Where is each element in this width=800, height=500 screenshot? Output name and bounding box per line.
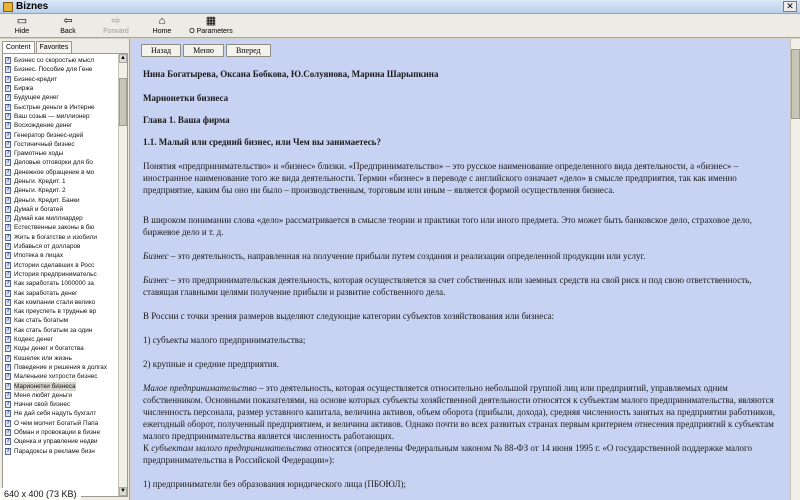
help-topic-icon: ? bbox=[6, 270, 10, 277]
content-pane bbox=[131, 39, 800, 500]
tree-item[interactable] bbox=[5, 363, 118, 372]
tree-item-label: Начни свой бизнес bbox=[14, 401, 71, 409]
tree-item[interactable] bbox=[5, 335, 118, 344]
help-topic-icon: ? bbox=[6, 410, 10, 417]
forward-arrow-icon: ⇨ bbox=[111, 15, 121, 27]
tree-item-label: Биржа bbox=[14, 85, 34, 93]
tree-scrollbar[interactable] bbox=[118, 54, 127, 496]
tree-item[interactable] bbox=[5, 298, 118, 307]
tree-item[interactable] bbox=[5, 223, 118, 232]
scroll-down-icon[interactable]: ▼ bbox=[120, 488, 126, 494]
tree-item-label: Как преуспеть в трудные вр bbox=[14, 308, 97, 316]
tree-item[interactable] bbox=[5, 214, 118, 223]
help-topic-icon: ? bbox=[6, 103, 10, 110]
help-topic-icon: ? bbox=[6, 382, 10, 389]
contents-tree bbox=[2, 53, 128, 497]
tree-item-label: Ваш созыв — миллионер bbox=[14, 112, 90, 120]
app-icon bbox=[3, 2, 13, 12]
tab-favorites[interactable]: Favorites bbox=[36, 41, 73, 53]
tree-item-label: Меня любят деньги bbox=[14, 391, 72, 399]
help-topic-icon: ? bbox=[6, 373, 10, 380]
home-button[interactable]: ⌂ Home bbox=[142, 15, 182, 37]
tree-item[interactable] bbox=[5, 93, 118, 102]
help-topic-icon: ? bbox=[6, 187, 10, 194]
tree-item-label: Будущее денег bbox=[14, 94, 59, 102]
help-topic-icon: ? bbox=[6, 57, 10, 64]
forward-button[interactable]: ⇨ Forward bbox=[96, 15, 136, 37]
tree-item-label: Генератор бизнес-идей bbox=[14, 131, 84, 139]
tree-item-label: Восхождение денег bbox=[14, 122, 73, 130]
tree-item[interactable] bbox=[5, 140, 118, 149]
paragraph-4-text: – это предпринимательская деятельность, которая осуществляется за счет собственных или заемных средств на свой риск и под свою ответственность, ставящая главными целями получение прибыли и развитие собственного дела. bbox=[143, 275, 752, 297]
paragraph-4 bbox=[143, 274, 783, 298]
help-topic-icon: ? bbox=[6, 150, 10, 157]
help-topic-icon: ? bbox=[6, 168, 10, 175]
help-topic-icon: ? bbox=[6, 345, 10, 352]
help-topic-icon: ? bbox=[6, 363, 10, 370]
help-topic-icon: ? bbox=[6, 66, 10, 73]
tree-item-label: Естественные законы в бю bbox=[14, 224, 95, 232]
tree-item[interactable] bbox=[5, 112, 118, 121]
help-topic-icon: ? bbox=[6, 252, 10, 259]
menu-link-button[interactable]: Меню bbox=[183, 44, 224, 57]
tree-item-label: Думай как миллиардер bbox=[14, 215, 83, 223]
help-topic-icon: ? bbox=[6, 354, 10, 361]
tree-item-label: Как заработать 1000000 за bbox=[14, 280, 94, 288]
back-arrow-icon: ⇦ bbox=[63, 15, 73, 27]
book-title: Марионетки бизнеса bbox=[143, 93, 229, 103]
home-icon: ⌂ bbox=[158, 15, 166, 27]
tree-item[interactable] bbox=[5, 121, 118, 130]
help-topic-icon: ? bbox=[6, 224, 10, 231]
paragraph-6: 1) субъекты малого предпринимательства; bbox=[143, 335, 306, 345]
tree-item[interactable] bbox=[5, 251, 118, 260]
help-topic-icon: ? bbox=[6, 317, 10, 324]
tree-item[interactable] bbox=[5, 130, 118, 139]
help-topic-icon: ? bbox=[6, 196, 10, 203]
help-topic-icon: ? bbox=[6, 298, 10, 305]
tree-item[interactable] bbox=[5, 177, 118, 186]
tab-content[interactable]: Content bbox=[2, 41, 35, 53]
tree-item[interactable] bbox=[5, 205, 118, 214]
paragraph-3-text: – это деятельность, направленная на получение прибыли путем создания и реализации определенной продукции или услуг. bbox=[170, 251, 646, 261]
toolbar bbox=[0, 14, 800, 38]
tree-item[interactable] bbox=[5, 307, 118, 316]
tree-item-label: Не дай себя надуть бухгалт bbox=[14, 410, 97, 418]
help-topic-icon: ? bbox=[6, 215, 10, 222]
help-topic-icon: ? bbox=[6, 85, 10, 92]
tree-item[interactable] bbox=[5, 279, 118, 288]
tree-item-label: Парадоксы в рекламе бизн bbox=[14, 447, 95, 455]
tree-item[interactable] bbox=[5, 56, 118, 65]
tree-item-label: Деньги. Кредит. 2 bbox=[14, 187, 66, 195]
help-topic-icon: ? bbox=[6, 243, 10, 250]
tree-item[interactable] bbox=[5, 65, 118, 74]
help-topic-icon: ? bbox=[6, 326, 10, 333]
paragraph-3 bbox=[143, 250, 783, 262]
help-topic-icon: ? bbox=[6, 131, 10, 138]
help-topic-icon: ? bbox=[6, 112, 10, 119]
tree-item[interactable] bbox=[5, 428, 118, 437]
tree-item[interactable] bbox=[5, 326, 118, 335]
navigation-pane bbox=[0, 39, 130, 500]
tree-item[interactable] bbox=[5, 270, 118, 279]
help-topic-icon: ? bbox=[6, 75, 10, 82]
back-button[interactable]: ⇦ Back bbox=[48, 15, 88, 37]
authors: Нина Богатырева, Оксана Бобкова, Ю.Солуянова, Марина Шарыпкина bbox=[143, 69, 439, 79]
tree-item-label: Бизнес. Пособие для Гене bbox=[14, 66, 93, 74]
tree-item-label: Поведение и решения в долгах bbox=[14, 363, 108, 371]
paragraph-7: 2) крупные и средние предприятия. bbox=[143, 359, 280, 369]
hide-button[interactable]: ▭ Hide bbox=[2, 15, 42, 37]
tree-item-label: Кошелек или жизнь bbox=[14, 354, 72, 362]
title-bar bbox=[0, 0, 800, 14]
tree-item[interactable] bbox=[5, 409, 118, 418]
tree-item[interactable] bbox=[5, 354, 118, 363]
nav-tabs bbox=[2, 41, 73, 53]
help-topic-icon: ? bbox=[6, 205, 10, 212]
tree-item[interactable] bbox=[5, 75, 118, 84]
tree-item-label: Жить в богатстве и изобили bbox=[14, 233, 97, 241]
tree-item[interactable] bbox=[5, 158, 118, 167]
hide-icon: ▭ bbox=[16, 15, 28, 27]
tree-item-label: Оценка и управление недви bbox=[14, 438, 98, 446]
help-topic-icon: ? bbox=[6, 94, 10, 101]
help-topic-icon: ? bbox=[6, 336, 10, 343]
tree-item[interactable] bbox=[5, 437, 118, 446]
tree-item-label: Быстрые деньги в Интерне bbox=[14, 103, 95, 111]
tree-item-label: Ипотека в лицах bbox=[14, 252, 64, 260]
tree-item[interactable] bbox=[5, 233, 118, 242]
help-topic-icon: ? bbox=[6, 178, 10, 184]
tree-item[interactable] bbox=[5, 186, 118, 195]
paragraph-9 bbox=[143, 442, 783, 466]
help-topic-icon: ? bbox=[6, 438, 10, 445]
tree-item-label: Как компании стали велико bbox=[14, 298, 96, 306]
help-topic-icon: ? bbox=[6, 391, 10, 398]
help-topic-icon: ? bbox=[6, 419, 10, 426]
tree-item-label: История предпринимательс bbox=[14, 270, 97, 278]
tree-item-label: Как стать богатым bbox=[14, 317, 69, 325]
tree-item[interactable] bbox=[5, 261, 118, 270]
content-scrollbar[interactable] bbox=[790, 39, 800, 500]
options-button[interactable]: ▦ O Parameters bbox=[186, 15, 236, 37]
tree-item-label: Как стать богатым за один bbox=[14, 326, 93, 334]
help-topic-icon: ? bbox=[6, 122, 10, 129]
tree-item-label: Бизнес-кредит bbox=[14, 75, 58, 83]
image-size-caption: 640 x 400 (73 KB) bbox=[0, 488, 81, 500]
scroll-up-icon[interactable]: ▲ bbox=[120, 55, 126, 61]
tree-item-label: О чем молчит Богатый Папа bbox=[14, 419, 99, 427]
paragraph-5: В России с точки зрения размеров выделяют следующие категории субъектов хозяйствования или бизнеса: bbox=[143, 311, 555, 321]
tree-item-label: Как заработать денег bbox=[14, 289, 78, 297]
help-topic-icon: ? bbox=[6, 280, 10, 287]
tree-item[interactable] bbox=[5, 419, 118, 428]
tree-item[interactable] bbox=[5, 381, 118, 390]
tree-item-label: Грамотные ходы bbox=[14, 150, 64, 158]
help-topic-icon: ? bbox=[6, 289, 10, 296]
term-small-business: Малое предпринимательство bbox=[143, 383, 257, 393]
content-scroll-thumb[interactable] bbox=[791, 49, 800, 119]
tree-item-label: Маленькие хитрости бизнес bbox=[14, 373, 98, 381]
tree-item[interactable] bbox=[5, 288, 118, 297]
forward-link-button[interactable]: Вперед bbox=[226, 44, 271, 57]
tree-item[interactable] bbox=[5, 168, 118, 177]
tree-item[interactable] bbox=[5, 344, 118, 353]
term-biznes-2: Бизнес bbox=[143, 275, 169, 285]
paragraph-9-text: относятся (определены Федеральным законом № 88-ФЗ от 14 июня 1995 г. «О государственной поддержке малого предпринимательства в Российской Федерации»): bbox=[143, 443, 753, 465]
paragraph-2: В широком понимании слова «дело» рассматривается в смысле теории и практики того или иного предмета. Это может быть банковское дело, страховое дело, биржевое дело и т. д. bbox=[143, 215, 752, 237]
tree-item[interactable] bbox=[5, 242, 118, 251]
tree-item[interactable] bbox=[5, 195, 118, 204]
tree-item-label: Избавься от долларов bbox=[14, 243, 81, 251]
close-window-button[interactable]: ✕ bbox=[783, 1, 797, 12]
tree-item-label: Марионетки бизнеса bbox=[14, 382, 76, 390]
back-link-button[interactable]: Назад bbox=[141, 44, 181, 57]
tree-item-label: Обман и провокации в бизне bbox=[14, 429, 101, 437]
tree-item[interactable] bbox=[5, 391, 118, 400]
tree-item-label: Истории сделавших в Росс bbox=[14, 261, 95, 269]
tree-item-label: Коды денег и богатства bbox=[14, 345, 84, 353]
tree-item-label: Денежное обращение в мо bbox=[14, 168, 95, 176]
tree-item[interactable] bbox=[5, 84, 118, 93]
tree-item[interactable] bbox=[5, 400, 118, 409]
help-topic-icon: ? bbox=[6, 159, 10, 166]
options-icon: ▦ bbox=[205, 15, 217, 27]
tree-item-label: Кодекс денег bbox=[14, 336, 53, 344]
help-topic-icon: ? bbox=[6, 233, 10, 240]
help-topic-icon: ? bbox=[6, 140, 10, 147]
help-topic-icon: ? bbox=[6, 447, 10, 454]
tree-scroll-thumb[interactable] bbox=[119, 78, 127, 126]
term-biznes-1: Бизнес bbox=[143, 251, 169, 261]
paragraph-8 bbox=[143, 382, 783, 442]
help-topic-icon: ? bbox=[6, 401, 10, 408]
tree-item-label: Бизнес со скоростью мысл bbox=[14, 57, 95, 65]
paragraph-9-prefix: К bbox=[143, 443, 150, 453]
help-topic-icon: ? bbox=[6, 429, 10, 436]
help-topic-icon: ? bbox=[6, 308, 10, 315]
tree-item[interactable] bbox=[5, 372, 118, 381]
term-small-business-subjects: субъектам малого предпринимательства bbox=[151, 443, 312, 453]
tree-item[interactable] bbox=[5, 149, 118, 158]
tree-list bbox=[5, 56, 118, 456]
window-title: Biznes bbox=[16, 1, 49, 12]
tree-item[interactable] bbox=[5, 316, 118, 325]
tree-item-label: Деньги. Кредит. 1 bbox=[14, 178, 66, 185]
paragraph-8-text: – это деятельность, которая осуществляется относительно небольшой группой лиц или предприятий, управляемых одним собственником. Основными показателями, на основе которых субъекты хозяйственной деятельности относятся к субъектам малого предпринимательства, являются численность персонала, размер уставного капитала, величина активов, объем оборота (прибыли, дохода), средняя численность занятых на предприятии работников, ежегодный оборот, полученный предприятием, и величина активов. Однако почти во всех развитых странах первым критерием отнесения предприятий к субъектам малого предпринимательства является численность работающих. bbox=[143, 383, 775, 441]
tree-item-label: Гостиничный бизнес bbox=[14, 140, 75, 148]
tree-item-label: Деловые отговорки для бо bbox=[14, 159, 93, 167]
help-topic-icon: ? bbox=[6, 261, 10, 268]
paragraph-10: 1) предприниматели без образования юридического лица (ПБОЮЛ); bbox=[143, 479, 406, 489]
content-nav-buttons bbox=[141, 44, 271, 57]
tree-item-label: Думай и богатей bbox=[14, 205, 64, 213]
section-heading: 1.1. Малый или средний бизнес, или Чем вы занимаетесь? bbox=[143, 137, 381, 147]
tree-item[interactable] bbox=[5, 102, 118, 111]
tree-item-label: Деньги. Кредит. Банки bbox=[14, 196, 80, 204]
chapter-heading: Глава 1. Ваша фирма bbox=[143, 115, 230, 125]
tree-item[interactable] bbox=[5, 446, 118, 455]
paragraph-1: Понятия «предпринимательство» и «бизнес» близки. «Предпринимательство» – это русское наименование определенного вида деятельности, а «бизнес» – иностранное наименование того же вида деятельности. Термин «бизнес» в переводе с английского означает «дело» в смысле предприятия, так как именно предприятие, каким бы оно ни было – производственным, торговым или иным – является формой осуществления бизнеса. bbox=[143, 161, 739, 195]
